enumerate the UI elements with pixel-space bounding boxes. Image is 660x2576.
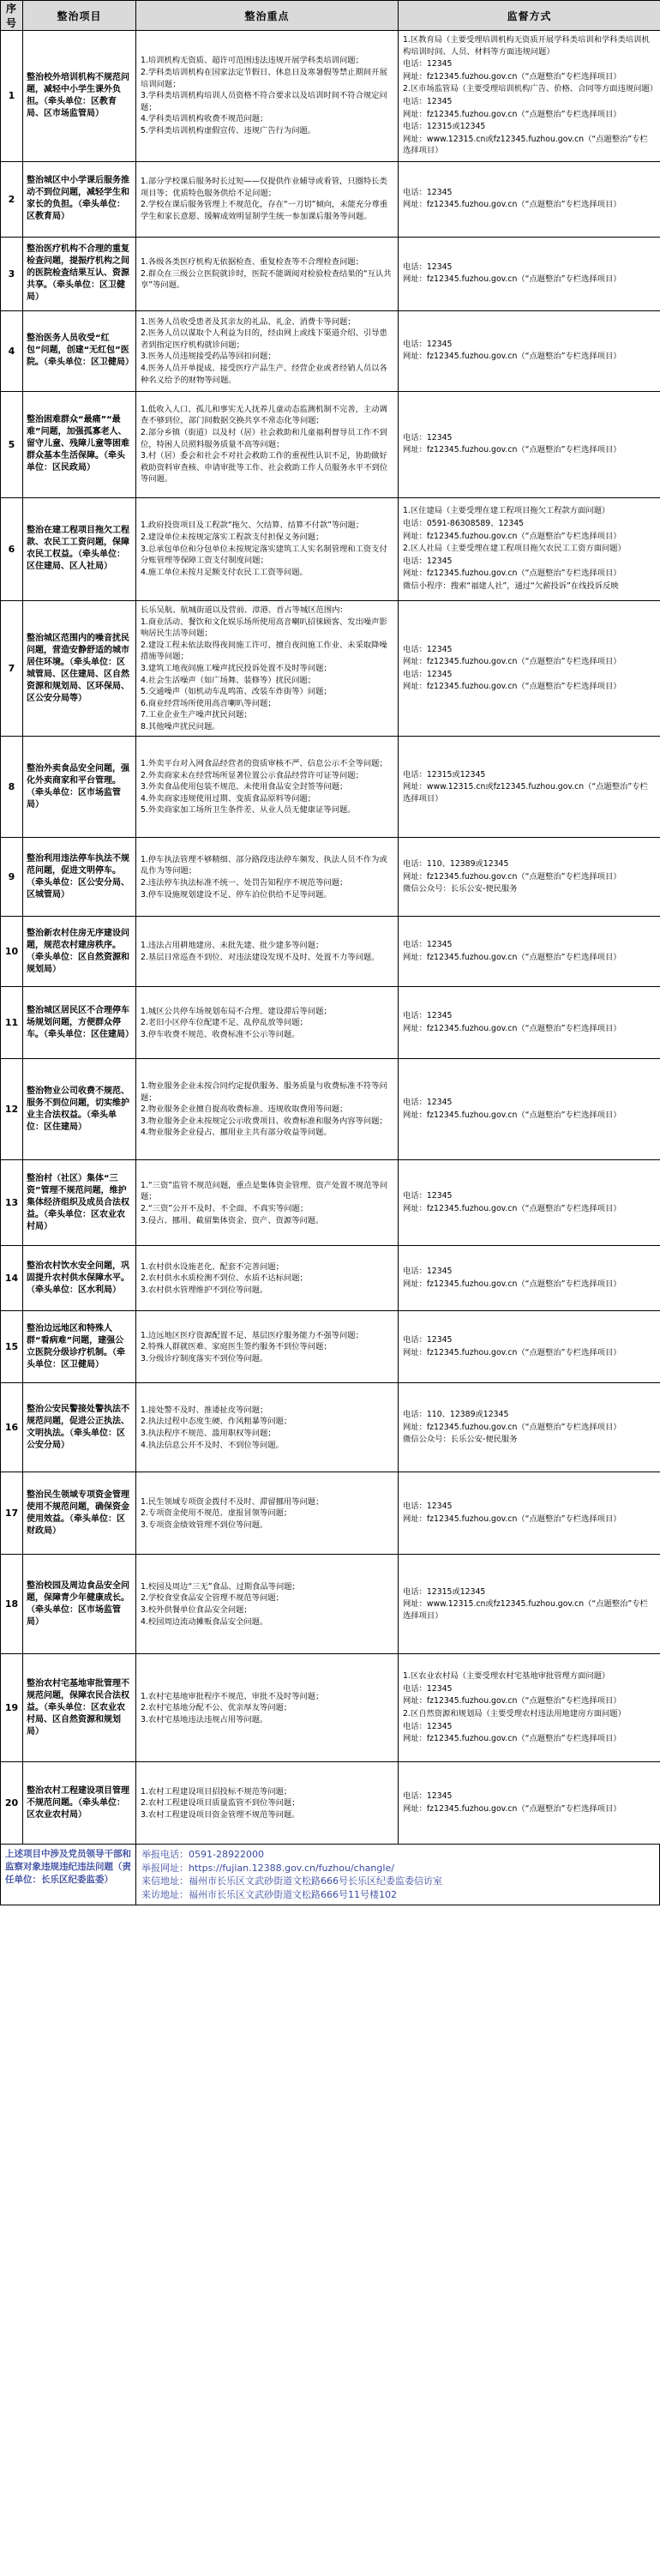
focus-line: 1.农村工程建设项目招投标不规范等问题；: [141, 1786, 292, 1797]
focus-line: 2.建设单位未按规定落实工程款支付担保义务问题；: [141, 533, 324, 543]
table-row: [1, 1160, 660, 1246]
footer-contact: [136, 1845, 659, 1905]
focus-line: 1.农村供水设施老化、配套不完善问题；: [141, 1261, 284, 1272]
rectification-focus: [136, 1311, 399, 1383]
focus-line: 3.分级诊疗制度落实不到位等问题。: [141, 1353, 268, 1363]
method-line: 电话：12345: [403, 1683, 453, 1694]
rectification-focus: [136, 31, 399, 162]
supervision-method: [399, 600, 660, 737]
method-line: 网址：fz12345.fuzhou.gov.cn（“点题整治”专栏选择项目）: [403, 952, 621, 962]
method-line: 网址：fz12345.fuzhou.gov.cn（“点题整治”专栏选择项目）: [403, 1696, 621, 1706]
method-line: 网址：www.12315.cn或fz12345.fuzhou.gov.cn（“点题整治”专栏选择项目）: [403, 1599, 648, 1621]
method-line: 电话：12345: [403, 1502, 453, 1512]
table-row: [1, 838, 660, 917]
focus-line: 2.学科类培训机构在国家法定节假日、休息日及寒暑假等禁止期间开展培训问题；: [141, 67, 387, 89]
method-line: 1.区住建局（主要受理在建工程项目拖欠工程款方面问题）: [403, 506, 610, 516]
focus-line: 1.停车执法管理不够精细、部分路段违法停车频发、执法人员不作为或乱作为等问题；: [141, 854, 387, 876]
focus-line: 1.违法占用耕地建房、未批先建、批少建多等问题；: [141, 941, 324, 951]
method-line: 网址：fz12345.fuzhou.gov.cn（“点题整治”专栏选择项目）: [403, 274, 621, 285]
focus-line: 1.医务人员收受患者及其亲友的礼品、礼金、消费卡等问题；: [141, 316, 356, 327]
focus-line: 3.总承包单位和分包单位未按规定落实建筑工人实名制管理和工资支付分账管理等保障工资支付制度问题；: [141, 544, 387, 566]
supervision-method: [399, 1160, 660, 1246]
focus-line: 4.物业服务企业侵占、挪用业主共有部分收益等问题。: [141, 1128, 332, 1138]
rectification-item: 整治农村工程建设项目管理不规范问题。（牵头单位：区农业农村局）: [23, 1762, 136, 1845]
row-number: 19: [1, 1654, 23, 1762]
rectification-item: 整治医务人员收受“红包”问题，创建“无红包”医院。（牵头单位：区卫健局）: [23, 310, 136, 391]
footer-website: 举报网址：https://fujian.12388.gov.cn/fuzhou/changle/: [141, 1862, 394, 1874]
supervision-method: [399, 987, 660, 1059]
row-number: 3: [1, 237, 23, 310]
method-line: 电话：12315或12345: [403, 769, 486, 779]
method-line: 网址：fz12345.fuzhou.gov.cn（“点题整治”专栏选择项目）: [403, 531, 621, 541]
footer-mail-address: 来信地址：福州市长乐区文武砂街道文松路666号长乐区纪委监委信访室: [141, 1875, 442, 1887]
focus-line: 8.其他噪声扰民问题。: [141, 721, 220, 731]
rectification-focus: [136, 391, 399, 497]
focus-line: 1.低收入人口、孤儿和事实无人抚养儿童动态监测机制不完善，主动调查不够到位，部门间数据交换共享不常态化等问题；: [141, 404, 387, 426]
rectification-item: 整治公安民警接处警执法不规范问题，促进公正执法、文明执法。（牵头单位：区公安分局）: [23, 1383, 136, 1472]
focus-line: 3.专项资金绩效管理不到位等问题。: [141, 1520, 268, 1530]
table-row: [1, 161, 660, 237]
focus-line: 2.农村宅基地分配不公、优亲厚友等问题；: [141, 1703, 292, 1713]
table-row: [1, 1472, 660, 1555]
header-focus: 整治重点: [136, 1, 399, 31]
method-line: 电话：12345: [403, 339, 453, 349]
method-line: 微信小程序：搜索“福建人社”，通过“欠薪投诉”在线投诉反映: [403, 581, 619, 591]
method-line: 网址：fz12345.fuzhou.gov.cn（“点题整治”专栏选择项目）: [403, 1347, 621, 1357]
method-line: 网址：fz12345.fuzhou.gov.cn（“点题整治”专栏选择项目）: [403, 1203, 621, 1213]
focus-line: 2.群众在三级公立医院就诊时，医院不能调阅对检验检查结果的“互认共享”等问题。: [141, 268, 392, 291]
method-line: 电话：110、12389或12345: [403, 859, 509, 870]
method-line: 电话：12345: [403, 1191, 453, 1201]
rectification-item: 整治城区中小学课后服务推动不到位问题，减轻学生和家长的负担。（牵头单位：区教育局）: [23, 161, 136, 237]
rectification-focus: [136, 1383, 399, 1472]
focus-line: 3.停车设施规划建设不足、停车泊位供给不足等问题。: [141, 889, 332, 900]
rectification-focus: [136, 1160, 399, 1246]
row-number: 20: [1, 1762, 23, 1845]
focus-line: 2.基层日常巡查不到位、对违法建设发现不及时、处置不力等问题。: [141, 952, 380, 962]
rectification-focus: [136, 1246, 399, 1311]
row-number: 9: [1, 838, 23, 917]
row-number: 14: [1, 1246, 23, 1311]
method-line: 2.区市场监管局（主要受理培训机构广告、价格、合同等方面违规问题）: [403, 84, 658, 94]
focus-line: 3.村（居）委会和社会不对社会救助工作的重视性认识不足，协助做好救助资料审查核、申请审批等工作、社会救助工作人员服务水平不到位等问题。: [141, 451, 388, 485]
method-line: 网址：fz12345.fuzhou.gov.cn（“点题整治”专栏选择项目）: [403, 569, 621, 579]
table-body: [1, 31, 660, 1845]
focus-line: 3.校外供餐单位食品安全问题；: [141, 1604, 252, 1615]
focus-line: 3.农村宅基地违法违规占用等问题。: [141, 1714, 268, 1724]
row-number: 12: [1, 1059, 23, 1160]
supervision-method: [399, 310, 660, 391]
table-row: [1, 1059, 660, 1160]
focus-line: 3.学科类培训机构培训人员资格不符合要求以及培训时间不符合规定问题；: [141, 91, 387, 112]
focus-line: 4.校园周边流动摊贩食品安全问题。: [141, 1616, 268, 1627]
row-number: 5: [1, 391, 23, 497]
row-number: 6: [1, 497, 23, 600]
rectification-item: 整治民生领域专项资金管理使用不规范问题，确保资金使用效益。（牵头单位：区财政局）: [23, 1472, 136, 1555]
rectification-item: 整治利用违法停车执法不规范问题，促进文明停车。（牵头单位：区公安分局、区城管局）: [23, 838, 136, 917]
table-row: [1, 600, 660, 737]
focus-line: 2.外卖商家未在经营场所显著位置公示食品经营许可证等问题；: [141, 770, 363, 780]
table-row: [1, 1654, 660, 1762]
focus-line: 1.各级各类医疗机构无依据检查、重复检查等不合理检查问题；: [141, 257, 363, 268]
supervision-method: [399, 1555, 660, 1654]
focus-line: 4.外卖商家违规使用过期、变质食品原料等问题；: [141, 793, 316, 803]
method-line: 1.区农业农村局（主要受理农村宅基地审批管理方面问题）: [403, 1671, 610, 1682]
focus-line: 5.外卖商家加工场所卫生条件差、从业人员无健康证等问题。: [141, 805, 356, 816]
rectification-focus: [136, 838, 399, 917]
table-row: [1, 391, 660, 497]
focus-line: 2.学校食堂食品安全管理不规范等问题；: [141, 1593, 284, 1604]
method-line: 2.区自然资源和规划局（主要受理农村违法用地建房方面问题）: [403, 1708, 626, 1718]
table-row: [1, 310, 660, 391]
supervision-method: [399, 161, 660, 237]
focus-line: 2.老旧小区停车位配建不足、乱停乱放等问题；: [141, 1018, 308, 1028]
supervision-method: [399, 1311, 660, 1383]
focus-line: 3.外卖食品使用包装不规范、未使用食品安全封签等问题；: [141, 782, 348, 792]
supervision-method: [399, 1762, 660, 1845]
method-line: 网址：fz12345.fuzhou.gov.cn（“点题整治”专栏选择项目）: [403, 871, 621, 882]
row-number: 15: [1, 1311, 23, 1383]
method-line: 网址：fz12345.fuzhou.gov.cn（“点题整治”专栏选择项目）: [403, 1514, 621, 1524]
table-row: [1, 987, 660, 1059]
rectification-focus: [136, 1059, 399, 1160]
method-line: 微信公众号：长乐公安-便民服务: [403, 884, 518, 894]
focus-line: 1.政府投资项目及工程款“拖欠、欠结算、结算不付款”等问题；: [141, 521, 364, 531]
header-row: [1, 1, 660, 31]
rectification-item: 整治城区居民区不合理停车场规划问题，方便群众停车。（牵头单位：区住建局）: [23, 987, 136, 1059]
supervision-method: [399, 31, 660, 162]
rectification-focus: [136, 1762, 399, 1845]
focus-line: 4.执法信息公开不及时、不到位等问题。: [141, 1440, 284, 1450]
focus-line: 3.医务人员违规接受药品等回扣问题；: [141, 352, 276, 362]
focus-line: 1.校园及周边“三无”食品、过期食品等问题；: [141, 1581, 300, 1592]
header-no: 序号: [1, 1, 23, 31]
method-line: 网址：fz12345.fuzhou.gov.cn（“点题整治”专栏选择项目）: [403, 200, 621, 210]
rectification-item: 整治校外培训机构不规范问题，减轻中小学生课外负担。（牵头单位：区教育局、区市场监管局）: [23, 31, 136, 162]
supervision-method: [399, 1383, 660, 1472]
row-number: 13: [1, 1160, 23, 1246]
focus-line: 1.培训机构无资质、超许可范围违法违规开展学科类培训问题；: [141, 56, 363, 66]
rectification-item: 整治医疗机构不合理的重复检查问题，提振疗机构之间的医院检查结果互认、资源共享。（牵头单位：区卫健局）: [23, 237, 136, 310]
rectification-item: 整治农村宅基地审批管理不规范问题，保障农民合法权益。（牵头单位：区农业农村局、区自然资源和规划局）: [23, 1654, 136, 1762]
method-line: 网址：fz12345.fuzhou.gov.cn（“点题整治”专栏选择项目）: [403, 445, 621, 455]
method-line: 网址：fz12345.fuzhou.gov.cn（“点题整治”专栏选择项目）: [403, 1023, 621, 1033]
focus-line: 2.专项资金使用不规范、虚报冒领等问题；: [141, 1508, 292, 1519]
method-line: 电话：12345: [403, 432, 453, 442]
rectification-item: 整治边远地区和特殊人群“看病难”问题，建强公立医院分级诊疗机制。（牵头单位：区卫健局）: [23, 1311, 136, 1383]
rectification-focus: [136, 161, 399, 237]
header-method: 监督方式: [399, 1, 660, 31]
footer-responsibility: 上述项目中涉及党员领导干部和监察对象违规违纪违法问题（责任单位：长乐区纪委监委）: [1, 1845, 136, 1905]
focus-line: 7.工业企业生产噪声扰民问题；: [141, 710, 252, 720]
focus-line: 1.接处警不及时、推诿扯皮等问题；: [141, 1405, 268, 1415]
rectification-focus: [136, 600, 399, 737]
table-row: [1, 1246, 660, 1311]
rectification-focus: [136, 1555, 399, 1654]
rectification-focus: [136, 1654, 399, 1762]
method-line: 网址：fz12345.fuzhou.gov.cn（“点题整治”专栏选择项目）: [403, 352, 621, 362]
focus-line: 1.农村宅基地审批程序不规范、审批不及时等问题；: [141, 1691, 324, 1701]
focus-line: 3.侵占、挪用、截留集体资金、资产、资源等问题。: [141, 1215, 324, 1225]
focus-line: 2.“三资”公开不及时、不全面、不真实等问题；: [141, 1203, 309, 1213]
focus-line: 3.停车收费不规范、收费标准不公示等问题。: [141, 1029, 300, 1039]
row-number: 16: [1, 1383, 23, 1472]
method-line: 电话：12345: [403, 1335, 453, 1345]
rectification-focus: [136, 237, 399, 310]
focus-line: 1.物业服务企业未按合同约定提供服务、服务质量与收费标准不符等问题；: [141, 1080, 387, 1103]
rectification-focus: [136, 1472, 399, 1555]
focus-line: 5.学科类培训机构虚假宣传、违规广告行为问题。: [141, 125, 316, 135]
method-line: 电话：12315或12345: [403, 122, 486, 132]
table-row: [1, 737, 660, 838]
table-row: [1, 917, 660, 987]
row-number: 17: [1, 1472, 23, 1555]
rectification-item: 整治城区范围内的噪音扰民问题，营造安静舒适的城市居住环境。（牵头单位：区城管局、区住建局、区自然资源和规划局、区环保局、区公安分局等）: [23, 600, 136, 737]
method-line: 电话：12345: [403, 96, 453, 106]
table-row: [1, 1762, 660, 1845]
method-line: 电话：12345: [403, 262, 453, 272]
row-number: 11: [1, 987, 23, 1059]
method-line: 微信公众号：长乐公安-便民服务: [403, 1435, 518, 1445]
table-row: [1, 237, 660, 310]
method-line: 网址：fz12345.fuzhou.gov.cn（“点题整治”专栏选择项目）: [403, 1803, 621, 1814]
rectification-item: 整治在建工程项目拖欠工程款、农民工工资问题，保障农民工权益。（牵头单位：区住建局、区人社局）: [23, 497, 136, 600]
footer-visit-address: 来访地址：福州市长乐区文武砂街道文松路666号11号楼102: [141, 1888, 397, 1900]
method-line: 电话：12345: [403, 644, 453, 654]
rectification-item: 整治困难群众“最痛”“最难”问题，加强孤寡老人、留守儿童、残障儿童等困难群众基本生活保障。（牵头单位：区民政局）: [23, 391, 136, 497]
rectification-focus: [136, 917, 399, 987]
method-line: 网址：fz12345.fuzhou.gov.cn（“点题整治”专栏选择项目）: [403, 109, 621, 119]
focus-line: 3.农村工程建设项目资金管理不规范等问题。: [141, 1809, 300, 1820]
row-number: 18: [1, 1555, 23, 1654]
focus-line: 2.物业服务企业擅自提高收费标准、违规收取费用等问题；: [141, 1104, 348, 1115]
focus-line: 3.建筑工地夜间施工噪声扰民投诉处置不及时等问题；: [141, 663, 332, 673]
supervision-method: [399, 1246, 660, 1311]
method-line: 电话：12345: [403, 1721, 453, 1731]
method-line: 网址：fz12345.fuzhou.gov.cn（“点题整治”专栏选择项目）: [403, 1734, 621, 1744]
focus-line: 4.社会生活噪声（如广场舞、装修等）扰民问题；: [141, 675, 316, 685]
footer-phone: 举报电话：0591-28922000: [141, 1849, 264, 1861]
focus-line: 4.医务人员开单提成、接受医疗产品生产、经营企业或者经销人员以各种名义给予的财物等问题。: [141, 364, 387, 385]
focus-line: 3.执法程序不规范、滥用职权等问题；: [141, 1428, 276, 1438]
focus-line: 6.商业经营场所使用高音喇叭等问题；: [141, 698, 276, 708]
method-line: 电话：12345: [403, 59, 453, 69]
method-line: 电话：12345: [403, 556, 453, 566]
rectification-item: 整治校园及周边食品安全问题，保障青少年健康成长。（牵头单位：区市场监管局）: [23, 1555, 136, 1654]
rectification-item: 整治新农村住房无序建设问题，规范农村建房秩序。（牵头单位：区自然资源和规划局）: [23, 917, 136, 987]
rectification-focus: [136, 987, 399, 1059]
row-number: 2: [1, 161, 23, 237]
focus-line: 2.农村供水水质检测不到位、水质不达标问题；: [141, 1273, 308, 1284]
supervision-method: [399, 391, 660, 497]
method-line: 网址：www.12315.cn或fz12345.fuzhou.gov.cn（“点题整治”专栏选择项目）: [403, 782, 648, 803]
method-line: 电话：12345: [403, 1098, 453, 1108]
supervision-method: [399, 838, 660, 917]
rectification-focus: [136, 310, 399, 391]
focus-line: 1.民生领域专项资金拨付不及时、滞留挪用等问题；: [141, 1496, 324, 1507]
focus-line: 1.部分学校课后服务时长过短——仅提供作业辅导或看管，只圈特长类项目等；优质特色服务供给不足问题；: [141, 177, 387, 198]
method-line: 电话：12345: [403, 1791, 453, 1802]
footer: [0, 1845, 660, 1905]
row-number: 1: [1, 31, 23, 162]
table-row: [1, 1555, 660, 1654]
table-row: [1, 31, 660, 162]
rectification-focus: [136, 737, 399, 838]
table-row: [1, 497, 660, 600]
method-line: 网址：fz12345.fuzhou.gov.cn（“点题整治”专栏选择项目）: [403, 71, 621, 81]
rectification-focus: [136, 497, 399, 600]
method-line: 电话：12345: [403, 1011, 453, 1021]
focus-line: 1.城区公共停车场规划布局不合理、建设滞后等问题；: [141, 1006, 332, 1016]
method-line: 网址：www.12315.cn或fz12345.fuzhou.gov.cn（“点题整治”专栏选择项目）: [403, 134, 648, 156]
method-line: 电话：12345: [403, 669, 453, 679]
row-number: 8: [1, 737, 23, 838]
rectification-item: 整治外卖食品安全问题，强化外卖商家和平台管理。（牵头单位：区市场监管局）: [23, 737, 136, 838]
row-number: 7: [1, 600, 23, 737]
focus-line: 4.学科类培训机构收费不规范问题；: [141, 114, 268, 124]
focus-line: 2.农村工程建设项目质量监管不到位等问题；: [141, 1798, 300, 1809]
supervision-method: [399, 1472, 660, 1555]
focus-line: 1.商业活动、餐饮和文化娱乐场所使用高音喇叭招徕顾客、发出噪声影响居民生活等问题；: [141, 617, 387, 639]
rectification-item: 整治村（社区）集体“三资”管理不规范问题，维护集体经济组织及成员合法权益。（牵头单位：区农业农村局）: [23, 1160, 136, 1246]
focus-line: 3.物业服务企业未按规定公示收费项目、收费标准和服务内容等问题；: [141, 1116, 387, 1126]
focus-line: 4.施工单位未按月足额支付农民工工资等问题。: [141, 567, 308, 577]
focus-line: 2.医务人员以谋取个人利益为目的，经由网上或线下渠道介绍、引导患者到指定医疗机构就诊问题；: [141, 328, 387, 350]
focus-line: 2.特殊人群就医难、家庭医生签约服务不到位等问题；: [141, 1342, 332, 1352]
table-row: [1, 1311, 660, 1383]
method-line: 网址：fz12345.fuzhou.gov.cn（“点题整治”专栏选择项目）: [403, 1110, 621, 1120]
supervision-method: [399, 1059, 660, 1160]
method-line: 网址：fz12345.fuzhou.gov.cn（“点题整治”专栏选择项目）: [403, 1422, 621, 1432]
supervision-method: [399, 497, 660, 600]
header-item: 整治项目: [23, 1, 136, 31]
method-line: 网址：fz12345.fuzhou.gov.cn（“点题整治”专栏选择项目）: [403, 657, 621, 667]
focus-line: 1.“三资”监管不规范问题，重点是集体资金管理、资产处置不规范等问题；: [141, 1180, 388, 1202]
focus-line: 1.外卖平台对入网食品经营者的资质审核不严、信息公示不全等问题；: [141, 758, 387, 768]
method-line: 电话：12345: [403, 187, 453, 197]
focus-line: 2.建设工程未依法取得夜间施工许可、擅自夜间施工作业、未采取降噪措施等问题；: [141, 640, 387, 662]
focus-line: 2.部分乡镇（街道）以及村（居）社会救助和儿童福利督导员工作不到位，特困人员照料服务质量不高等问题；: [141, 428, 387, 449]
supervision-method: [399, 917, 660, 987]
method-line: 2.区人社局（主要受理在建工程项目拖欠农民工工资方面问题）: [403, 544, 626, 554]
method-line: 电话：12315或12345: [403, 1586, 486, 1597]
focus-line: 长乐吴航、航城街道以及营前、漳港、首占等城区范围内：: [141, 605, 348, 615]
supervision-method: [399, 237, 660, 310]
method-line: 网址：fz12345.fuzhou.gov.cn（“点题整治”专栏选择项目）: [403, 682, 621, 692]
method-line: 电话：12345: [403, 1267, 453, 1277]
supervision-method: [399, 1654, 660, 1762]
row-number: 10: [1, 917, 23, 987]
method-line: 电话：12345: [403, 940, 453, 950]
focus-line: 5.交通噪声（如机动车乱鸣笛、改装车炸街等）问题；: [141, 687, 332, 697]
method-line: 电话：110、12389或12345: [403, 1410, 509, 1420]
rectification-item: 整治物业公司收费不规范、服务不到位问题，切实维护业主合法权益。（牵头单位：区住建局）: [23, 1059, 136, 1160]
row-number: 4: [1, 310, 23, 391]
method-line: 电话：0591-86308589、12345: [403, 518, 525, 528]
focus-line: 2.违法停车执法标准不统一、处罚告知程序不规范等问题；: [141, 877, 348, 888]
focus-line: 3.农村供水管理维护不到位等问题。: [141, 1285, 268, 1295]
focus-line: 1.边远地区医疗资源配置不足、基层医疗服务能力不强等问题；: [141, 1330, 363, 1340]
focus-line: 2.学校在课后服务管理上不规范化，存在“一刀切”倾向，未能充分尊重学生和家长意愿、缓解成效明显制学生统一参加课后服务等问题。: [141, 200, 388, 222]
method-line: 1.区教育局（主要受理培训机构无资质开展学科类培训和学科类培训机构培训时间、人员、材料等方面违规问题）: [403, 35, 650, 57]
table-row: [1, 1383, 660, 1472]
rectification-item: 整治农村饮水安全问题，巩固提升农村供水保障水平。（牵头单位：区水利局）: [23, 1246, 136, 1311]
focus-line: 2.执法过程中态度生硬、作风粗暴等问题；: [141, 1417, 292, 1427]
method-line: 网址：fz12345.fuzhou.gov.cn（“点题整治”专栏选择项目）: [403, 1279, 621, 1289]
supervision-method: [399, 737, 660, 838]
